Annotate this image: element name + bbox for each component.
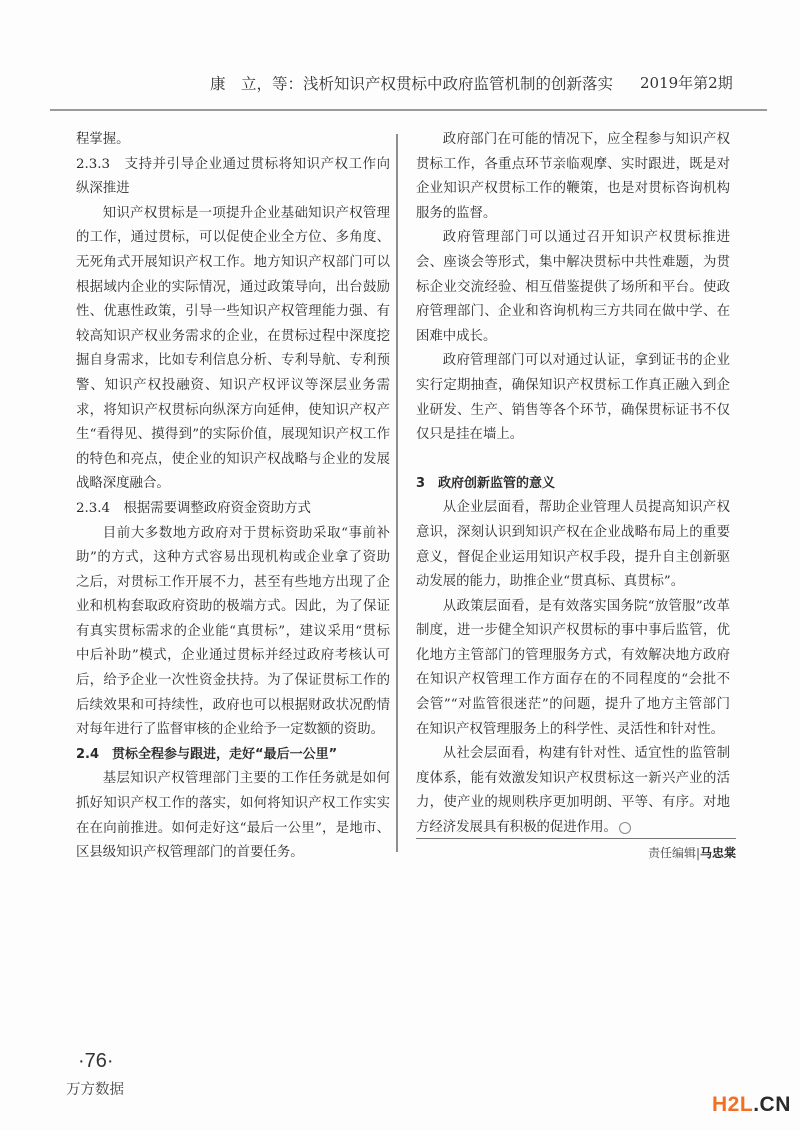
subsection-heading-2-3-4: 2.3.4 根据需要调整政府资金资助方式 [76,500,311,516]
right-column [416,128,730,841]
watermark-logo [712,1093,791,1117]
header-rule [50,109,767,111]
running-title: 康 立，等：浅析知识产权贯标中政府监管机制的创新落实 [210,75,614,93]
responsible-editor [416,844,736,861]
paragraph: 目前大多数地方政府对于贯标资助采取“事前补助”的方式，这种方式容易出现机构或企业拿了资助之后，对贯标工作开展不力，甚至有些地方出现了企业和机构套取政府资助的极端方式。因此，为了保证有真实贯标需求的企业能“真贯标”，建议采用“贯标中后补助”模式，企业通过贯标并经过政府考核认可后，给予企业一次性资金扶持。为了保证贯标工作的后续效果和可持续性，政府也可以根据财政状况酌情对每年进行了监督审核的企业给予一定数额的资助。 [76,525,390,738]
subsection-heading-2-3-3: 2.3.3 支持并引导企业通过贯标将知识产权工作向纵深推进 [76,156,390,197]
paragraph: 政府管理部门可以通过召开知识产权贯标推进会、座谈会等形式，集中解决贯标中共性难题，为贯标企业交流经验、相互借鉴提供了场所和平台。使政府管理部门、企业和咨询机构三方共同在做中学、在困难中成长。 [416,230,730,344]
paragraph-continuation: 程掌握。 [76,132,130,147]
left-column [76,128,390,866]
paragraph-final [416,742,730,840]
spacer [416,448,730,472]
footer-rule [416,838,736,839]
section-heading-3: 3 政府创新监管的意义 [416,475,556,491]
source-label: 万方数据 [66,1082,124,1098]
section-heading-2-4: 2.4 贯标全程参与跟进，走好“最后一公里” [76,746,338,762]
editor-label: 责任编辑| [647,846,700,860]
paragraph: 基层知识产权管理部门主要的工作任务就是如何抓好知识产权工作的落实，如何将知识产权工作实实在在向前推进。如何走好这“最后一公里”，是地市、区县级知识产权管理部门的首要任务。 [76,771,390,861]
paragraph-text: 从社会层面看，构建有针对性、适宜性的监管制度体系，能有效激发知识产权贯标这一新兴产业的活力，使产业的规则秩序更加明朗、平等、有序。对地方经济发展具有积极的促进作用。 [416,746,730,836]
watermark-cn: .CN [753,1093,791,1116]
watermark-h2l: H2L [712,1093,754,1116]
editor-name: 马忠棠 [699,846,736,860]
column-divider [396,134,398,852]
issue-label: 2019年第2期 [640,74,733,92]
paragraph: 政府部门在可能的情况下，应全程参与知识产权贯标工作，各重点环节亲临观摩、实时跟进，既是对企业知识产权贯标工作的鞭策，也是对贯标咨询机构服务的监督。 [416,132,730,221]
page-number: ·76· [78,1050,114,1072]
paragraph: 政府管理部门可以对通过认证，拿到证书的企业实行定期抽查，确保知识产权贯标工作真正融入到企业研发、生产、销售等各个环节，确保贯标证书不仅仅只是挂在墙上。 [416,353,730,443]
end-of-article-icon [619,822,631,834]
paragraph: 知识产权贯标是一项提升企业基础知识产权管理的工作，通过贯标，可以促使企业全方位、多角度、无死角式开展知识产权工作。地方知识产权部门可以根据域内企业的实际情况，通过政策导向，出台鼓励性、优惠性政策，引导一些知识产权管理能力强、有较高知识产权业务需求的企业，在贯标过程中深度挖掘自身需求，比如专利信息分析、专利导航、专利预警、知识产权投融资、知识产权评议等深层业务需求，将知识产权贯标向纵深方向延伸，使知识产权产生“看得见、摸得到”的实际价值，展现知识产权工作的特色和亮点，使企业的知识产权战略与企业的发展战略深度融合。 [76,205,390,492]
paragraph: 从政策层面看，是有效落实国务院“放管服”改革制度，进一步健全知识产权贯标的事中事后监管，优化地方主管部门的管理服务方式，有效解决地方政府在知识产权管理工作方面存在的不同程度的“会批不会管”“对监管很迷茫”的问题，提升了地方主管部门在知识产权管理服务上的科学性、灵活性和针对性。 [416,598,730,737]
paragraph: 从企业层面看，帮助企业管理人员提高知识产权意识，深刻认识到知识产权在企业战略布局上的重要意义，督促企业运用知识产权手段，提升自主创新驱动发展的能力，助推企业“贯真标、真贯标”。 [416,500,730,590]
